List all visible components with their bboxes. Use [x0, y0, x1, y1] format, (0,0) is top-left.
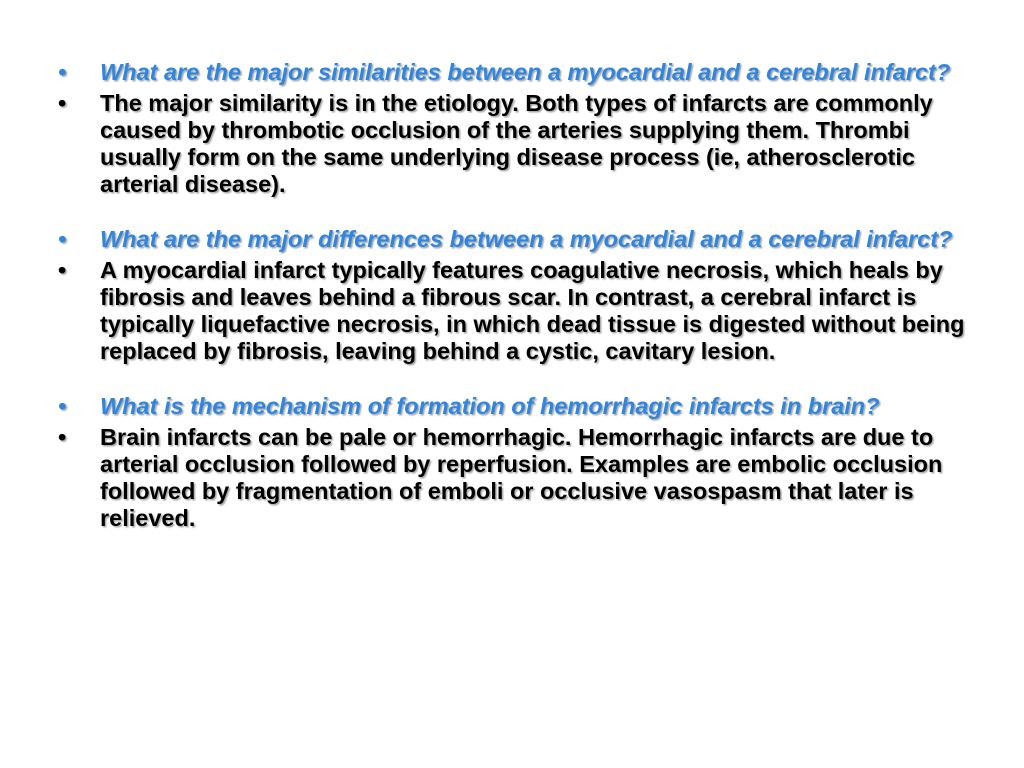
answer-text: The major similarity is in the etiology. Both types of infarcts are commonly caused by thrombotic occlusion of the arteries supplying them. Thrombi usually form on the same underlying disease process (ie, atherosclerotic arterial disease). [100, 90, 933, 197]
bullet-icon: • [58, 257, 67, 283]
bullet-icon: • [58, 226, 67, 252]
question-item-1 [58, 59, 968, 86]
question-item-2 [58, 226, 968, 253]
bullet-icon: • [58, 393, 67, 419]
question-text: What is the mechanism of formation of hemorrhagic infarcts in brain? [100, 393, 880, 419]
bullet-icon: • [58, 59, 67, 85]
answer-item-3 [58, 424, 968, 532]
answer-item-2 [58, 257, 968, 365]
answer-text: A myocardial infarct typically features coagulative necrosis, which heals by fibrosis and leaves behind a fibrous scar. In contrast, a cerebral infarct is typically liquefactive necrosis, in which dead tissue is digested without being replaced by fibrosis, leaving behind a cystic, cavitary lesion. [100, 257, 965, 364]
question-text: What are the major similarities between a myocardial and a cerebral infarct? [100, 59, 951, 85]
bullet-icon: • [58, 424, 67, 450]
question-text: What are the major differences between a myocardial and a cerebral infarct? [100, 226, 953, 252]
answer-item-1 [58, 90, 968, 198]
spacer [58, 365, 968, 393]
bullet-icon: • [58, 90, 67, 116]
spacer [58, 198, 968, 226]
answer-text: Brain infarcts can be pale or hemorrhagic. Hemorrhagic infarcts are due to arterial occlusion followed by reperfusion. Examples are embolic occlusion followed by fragmentation of emboli or occlusive vasospasm that later is relieved. [100, 424, 943, 531]
question-item-3 [58, 393, 968, 420]
slide-content [58, 59, 968, 532]
